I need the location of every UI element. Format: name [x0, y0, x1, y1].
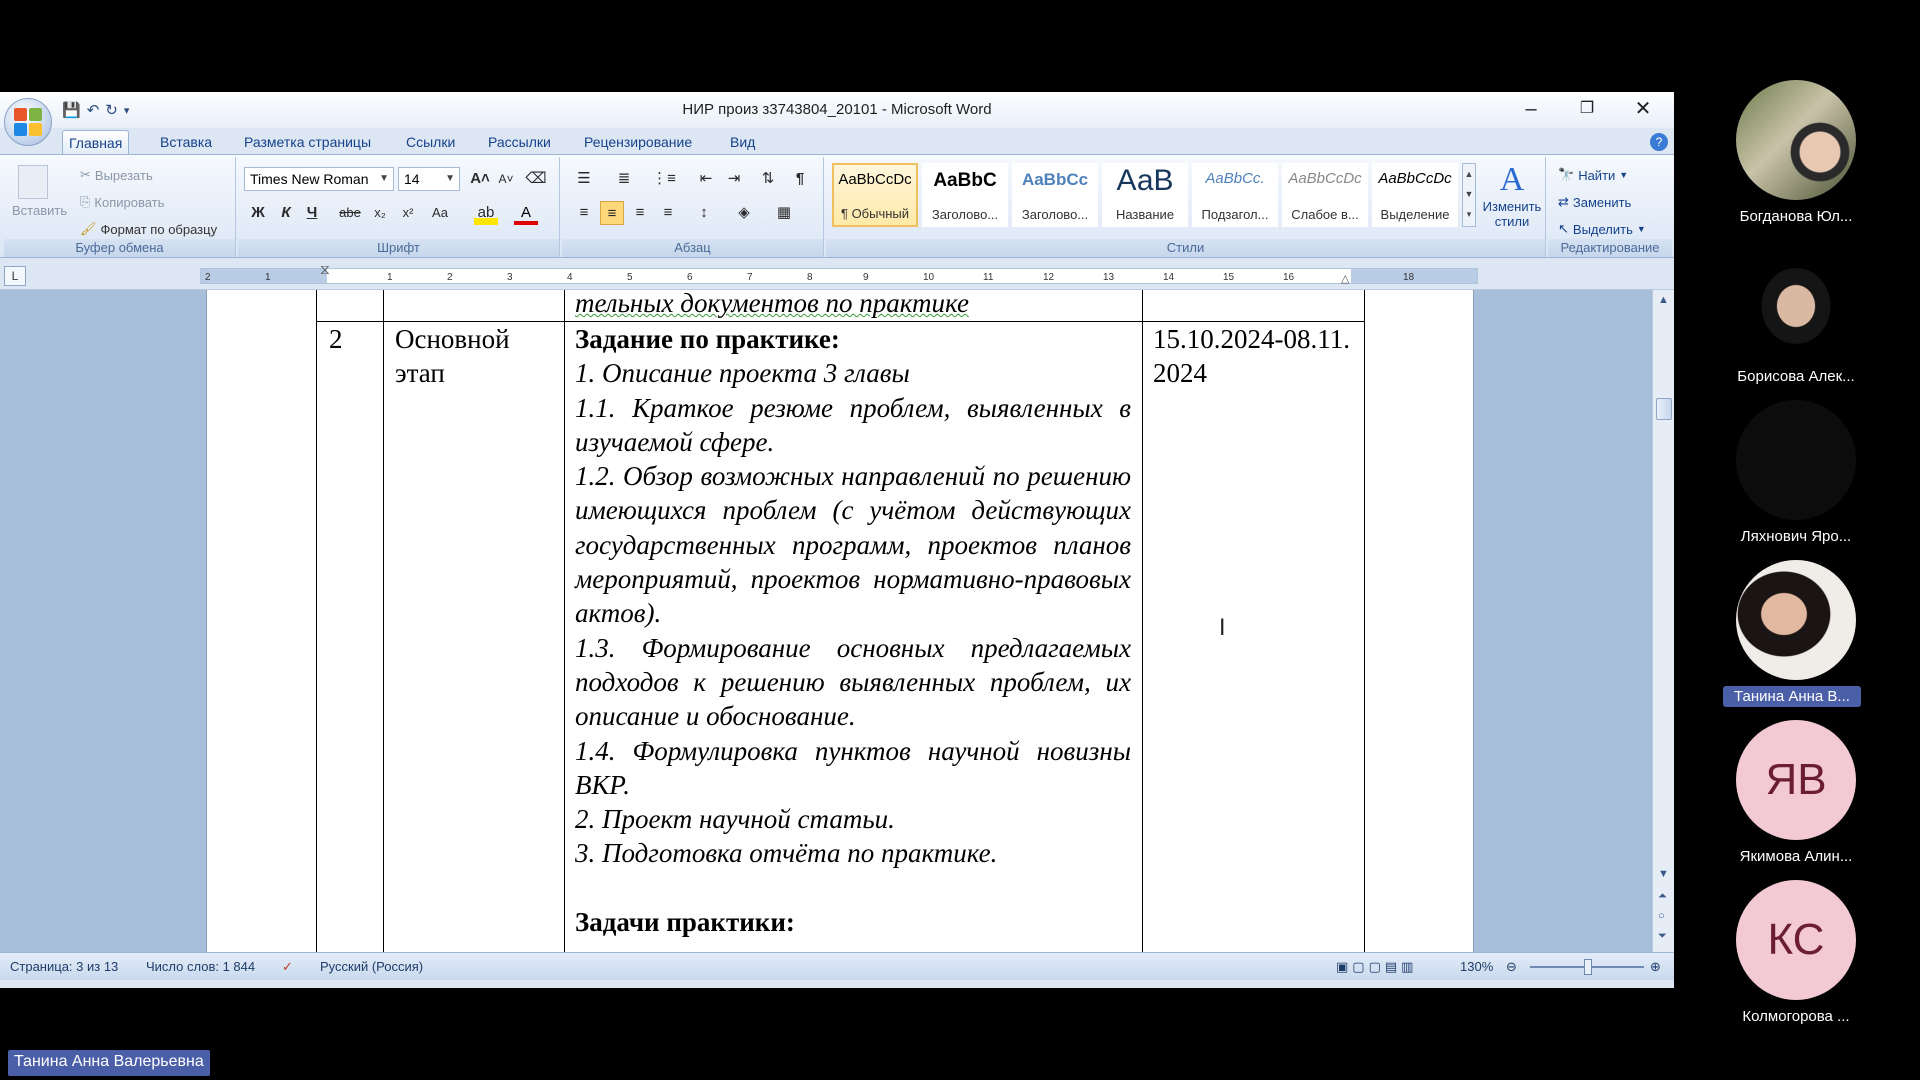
ruler-tick: 14	[1163, 272, 1175, 283]
chevron-down-icon: ▼	[1619, 170, 1629, 180]
chevron-down-icon: ▼	[1636, 224, 1646, 234]
ruler-tick: 2	[205, 272, 211, 283]
redo-icon[interactable]: ↻	[105, 102, 118, 119]
ruler-strip[interactable]	[200, 261, 1478, 285]
ruler-tick: 10	[923, 272, 935, 283]
style-sample: AaBbCc.	[1205, 170, 1265, 187]
goals-heading: Задачи практики:	[575, 906, 795, 937]
tab-mailings[interactable]: Рассылки	[488, 134, 551, 150]
document-page[interactable]	[206, 290, 1474, 952]
paste-icon[interactable]	[18, 165, 48, 199]
left-margin-zone	[201, 269, 327, 283]
style-sample: AaBbC	[933, 170, 997, 191]
change-styles-icon: A	[1499, 161, 1525, 198]
table-border	[383, 290, 384, 952]
tab-review[interactable]: Рецензирование	[584, 134, 693, 150]
text-cursor-icon: I	[1219, 616, 1226, 641]
style-sample: AaBbCcDc	[1378, 170, 1452, 187]
participant-name: Танина Анна В...	[1723, 686, 1861, 707]
style-name: Заголово...	[931, 207, 999, 222]
ruler-tick: 3	[507, 272, 513, 283]
ruler-tick: 11	[983, 272, 994, 283]
page-counter[interactable]: Страница: 3 из 13	[10, 959, 119, 974]
task-line: 1.4. Формулировка пунктов научной новизны ВКР.	[575, 735, 1131, 800]
style-emphasis[interactable]	[1372, 163, 1458, 227]
document-area	[0, 290, 1652, 952]
replace-label: Заменить	[1572, 194, 1632, 210]
indent-marker-icon[interactable]: ⧖	[320, 261, 330, 277]
bold-button[interactable]: Ж	[251, 204, 265, 221]
next-page-icon[interactable]: ⏷	[1658, 930, 1667, 942]
font-color-icon[interactable]: A	[514, 201, 538, 225]
font-size-value: 14	[404, 171, 420, 187]
style-heading2[interactable]	[1012, 163, 1098, 227]
table-border	[1364, 290, 1365, 952]
chevron-down-icon: ▼	[445, 173, 455, 184]
word-window	[0, 92, 1674, 988]
bullets-icon[interactable]: ☰	[577, 170, 591, 187]
superscript-button[interactable]: x²	[402, 205, 414, 220]
participant-avatar	[1736, 880, 1856, 1000]
style-sample: AaBbCcDc	[838, 171, 912, 188]
participant-photo	[1736, 560, 1856, 680]
align-center-icon[interactable]: ≡	[600, 201, 624, 225]
ruler-tick: 2	[447, 272, 453, 283]
undo-icon[interactable]: ↶	[86, 102, 100, 119]
right-indent-icon[interactable]: △	[1341, 273, 1350, 285]
copy-icon: ⎘	[80, 194, 91, 209]
tab-view[interactable]: Вид	[730, 134, 756, 150]
participant-name: Богданова Юл...	[1739, 208, 1853, 225]
tab-references[interactable]: Ссылки	[406, 134, 456, 150]
task-line: 1.1. Краткое резюме проблем, выявленных в изучаемой сфере.	[575, 392, 1131, 457]
editing-group	[1548, 157, 1672, 257]
participant-name: Ляхнович Яро...	[1740, 528, 1852, 545]
cut-button[interactable]	[80, 167, 153, 183]
copy-label: Копировать	[94, 194, 165, 210]
prev-row-text: тельных документов по практике	[575, 290, 969, 318]
ruler-tick: 13	[1103, 272, 1115, 283]
tab-insert[interactable]: Вставка	[160, 134, 213, 150]
style-subtle-emphasis[interactable]	[1282, 163, 1368, 227]
cursor-icon: ↖	[1558, 221, 1569, 236]
highlight-icon[interactable]: ab	[474, 201, 498, 225]
styles-group-label: Стили	[826, 239, 1545, 257]
numbering-icon[interactable]: ≣	[617, 170, 631, 187]
ruler-tick: 4	[567, 272, 573, 283]
scroll-down-icon[interactable]: ▼	[1658, 868, 1669, 880]
participant-name: Якимова Алин...	[1739, 848, 1853, 865]
underline-button[interactable]: Ч	[306, 204, 318, 221]
participant-name: Борисова Алек...	[1737, 368, 1855, 385]
change-styles-label: Изменить стили	[1482, 199, 1542, 229]
prev-page-icon[interactable]: ⏶	[1658, 890, 1667, 902]
style-heading1[interactable]	[922, 163, 1008, 227]
dates-cell: 15.10.2024-08.11.2024	[1153, 324, 1350, 389]
style-normal[interactable]	[832, 163, 918, 227]
participant-photo	[1736, 400, 1856, 520]
font-size-combo[interactable]	[398, 167, 460, 191]
task-line: 2. Проект научной статьи.	[575, 804, 895, 835]
ruler-tick: 5	[627, 272, 633, 283]
styles-scroll[interactable]: ▲ ▼ ▾	[1462, 163, 1476, 227]
sort-icon[interactable]: ⇅	[761, 170, 775, 187]
style-name: Слабое в...	[1291, 207, 1359, 222]
change-styles-button[interactable]	[1480, 161, 1544, 235]
brush-icon: 🖌	[80, 221, 97, 236]
format-painter-button[interactable]	[80, 221, 217, 237]
horizontal-ruler	[0, 260, 1674, 290]
font-group-label: Шрифт	[238, 239, 559, 257]
browse-object-icon[interactable]: ○	[1658, 910, 1665, 922]
vertical-scrollbar[interactable]	[1652, 290, 1674, 952]
view-buttons[interactable]: ▣▢▢▤▥	[1336, 959, 1418, 974]
ruler-tick: 9	[863, 272, 869, 283]
paragraph-group	[562, 157, 824, 257]
proofing-icon[interactable]: ✓	[282, 959, 293, 974]
justify-icon[interactable]: ≡	[663, 204, 673, 221]
task-line: 1. Описание проекта 3 главы	[575, 358, 910, 389]
task-cell	[575, 322, 1131, 939]
row-number: 2	[329, 324, 343, 354]
ruler-tick: 12	[1043, 272, 1055, 283]
active-speaker-badge: Танина Анна Валерьевна	[8, 1050, 210, 1076]
ribbon-tabs	[0, 128, 1674, 154]
change-case-button[interactable]: Aa	[432, 205, 448, 220]
select-label: Выделить	[1572, 221, 1633, 237]
line-spacing-icon[interactable]: ↕	[700, 204, 708, 221]
task-line: 1.3. Формирование основных предлагаемых подходов к решению выявленных проблем, их описание и обоснование.	[575, 632, 1131, 732]
clear-format-icon[interactable]: ⌫	[525, 170, 547, 187]
ruler-tick: 8	[807, 272, 813, 283]
align-right-icon[interactable]: ≡	[635, 204, 645, 221]
avatar-initials: КС	[1736, 880, 1856, 1000]
zoom-slider-thumb[interactable]	[1584, 959, 1592, 975]
stage-cell: Основной этап	[395, 324, 510, 389]
tab-selector[interactable]: L	[4, 266, 26, 286]
table-border	[1142, 290, 1143, 952]
scroll-up-icon[interactable]: ▲	[1658, 294, 1669, 306]
font-group	[238, 157, 560, 257]
window-title: НИР произ з3743804_20101 - Microsoft Word	[682, 101, 992, 118]
replace-button[interactable]	[1558, 194, 1631, 210]
style-subtitle[interactable]	[1192, 163, 1278, 227]
ruler-tick: 15	[1223, 272, 1235, 283]
clipboard-group	[4, 157, 236, 257]
styles-group	[826, 157, 1546, 257]
office-button[interactable]	[4, 98, 52, 146]
style-title[interactable]	[1102, 163, 1188, 227]
avatar-initials: ЯВ	[1736, 720, 1856, 840]
ruler-tick: 7	[747, 272, 753, 283]
zoom-in-icon[interactable]: ⊕	[1650, 959, 1661, 974]
ruler-tick: 16	[1283, 272, 1295, 283]
scissors-icon: ✂	[80, 167, 91, 182]
style-sample: АаВ	[1116, 164, 1174, 197]
replace-icon: ⇄	[1558, 194, 1569, 209]
style-sample: AaBbCc	[1021, 170, 1089, 189]
increase-indent-icon[interactable]: ⇥	[727, 170, 741, 187]
table-border	[316, 290, 317, 952]
word-count[interactable]: Число слов: 1 844	[146, 959, 256, 974]
office-logo-icon	[14, 108, 42, 136]
ruler-tick: 18	[1403, 272, 1415, 283]
italic-button[interactable]: К	[281, 204, 291, 221]
style-name: Выделение	[1380, 207, 1450, 222]
borders-icon[interactable]: ▦	[776, 204, 792, 221]
multilevel-list-icon[interactable]: ⋮≡	[652, 170, 676, 187]
restore-button[interactable]: ❐	[1579, 100, 1595, 117]
scroll-thumb[interactable]	[1656, 398, 1672, 420]
help-icon[interactable]: ?	[1650, 133, 1668, 151]
cut-label: Вырезать	[94, 167, 153, 183]
shading-icon[interactable]: ◈	[738, 204, 750, 221]
customize-qat-icon[interactable]: ▾	[123, 104, 130, 117]
subscript-button[interactable]: x₂	[374, 205, 386, 220]
style-name: Заголово...	[1021, 207, 1089, 222]
title-bar	[0, 92, 1674, 128]
style-name: Название	[1115, 207, 1175, 222]
binoculars-icon: 🔭	[1558, 167, 1575, 182]
show-marks-icon[interactable]: ¶	[795, 170, 805, 187]
copy-button[interactable]	[80, 194, 164, 210]
clipboard-group-label: Буфер обмена	[4, 239, 235, 257]
paragraph-group-label: Абзац	[562, 239, 823, 257]
align-left-icon[interactable]: ≡	[579, 204, 589, 221]
task-line: 1.2. Обзор возможных направлений по решению имеющихся проблем (с учётом действующих государственных программ, проектов планов мероприятий, проектов нормативно-правовых актов).	[575, 461, 1131, 629]
style-name: ¶ Обычный	[840, 206, 910, 221]
ruler-tick: 1	[387, 272, 393, 283]
close-button[interactable]: ✕	[1634, 98, 1652, 120]
status-bar	[0, 952, 1674, 980]
find-button[interactable]	[1558, 167, 1628, 183]
participant-avatar	[1736, 720, 1856, 840]
style-sample: AaBbCcDc	[1288, 170, 1362, 187]
zoom-out-icon[interactable]: ⊖	[1506, 959, 1517, 974]
grow-font-button[interactable]: A˄	[470, 170, 490, 187]
tab-home[interactable]: Главная	[62, 130, 129, 154]
language[interactable]: Русский (Россия)	[320, 959, 424, 974]
format-painter-label: Формат по образцу	[100, 221, 218, 237]
tab-page-layout[interactable]: Разметка страницы	[244, 134, 372, 150]
chevron-down-icon: ▼	[379, 173, 389, 184]
strikethrough-button[interactable]: abe	[339, 205, 361, 220]
ruler-tick: 6	[687, 272, 693, 283]
participant-photo	[1736, 240, 1856, 360]
task-heading: Задание по практике:	[575, 324, 840, 354]
minimize-button[interactable]: –	[1525, 98, 1537, 120]
task-line: 3. Подготовка отчёта по практике.	[575, 838, 998, 869]
style-name: Подзагол...	[1201, 207, 1269, 222]
select-button[interactable]	[1558, 221, 1646, 237]
font-name-combo[interactable]	[244, 167, 394, 191]
find-label: Найти	[1578, 167, 1616, 183]
paste-button[interactable]: Вставить	[12, 203, 68, 218]
ribbon	[0, 154, 1674, 258]
decrease-indent-icon[interactable]: ⇤	[699, 170, 713, 187]
participant-name: Колмогорова ...	[1742, 1008, 1850, 1025]
ruler-tick: 1	[265, 272, 271, 283]
shrink-font-button[interactable]: A˅	[498, 172, 514, 186]
editing-group-label: Редактирование	[1548, 239, 1672, 257]
participant-photo	[1736, 80, 1856, 200]
zoom-level[interactable]: 130%	[1460, 959, 1494, 974]
font-name-value: Times New Roman	[250, 171, 369, 187]
table-border	[564, 290, 565, 952]
save-icon[interactable]: 💾	[62, 102, 81, 119]
